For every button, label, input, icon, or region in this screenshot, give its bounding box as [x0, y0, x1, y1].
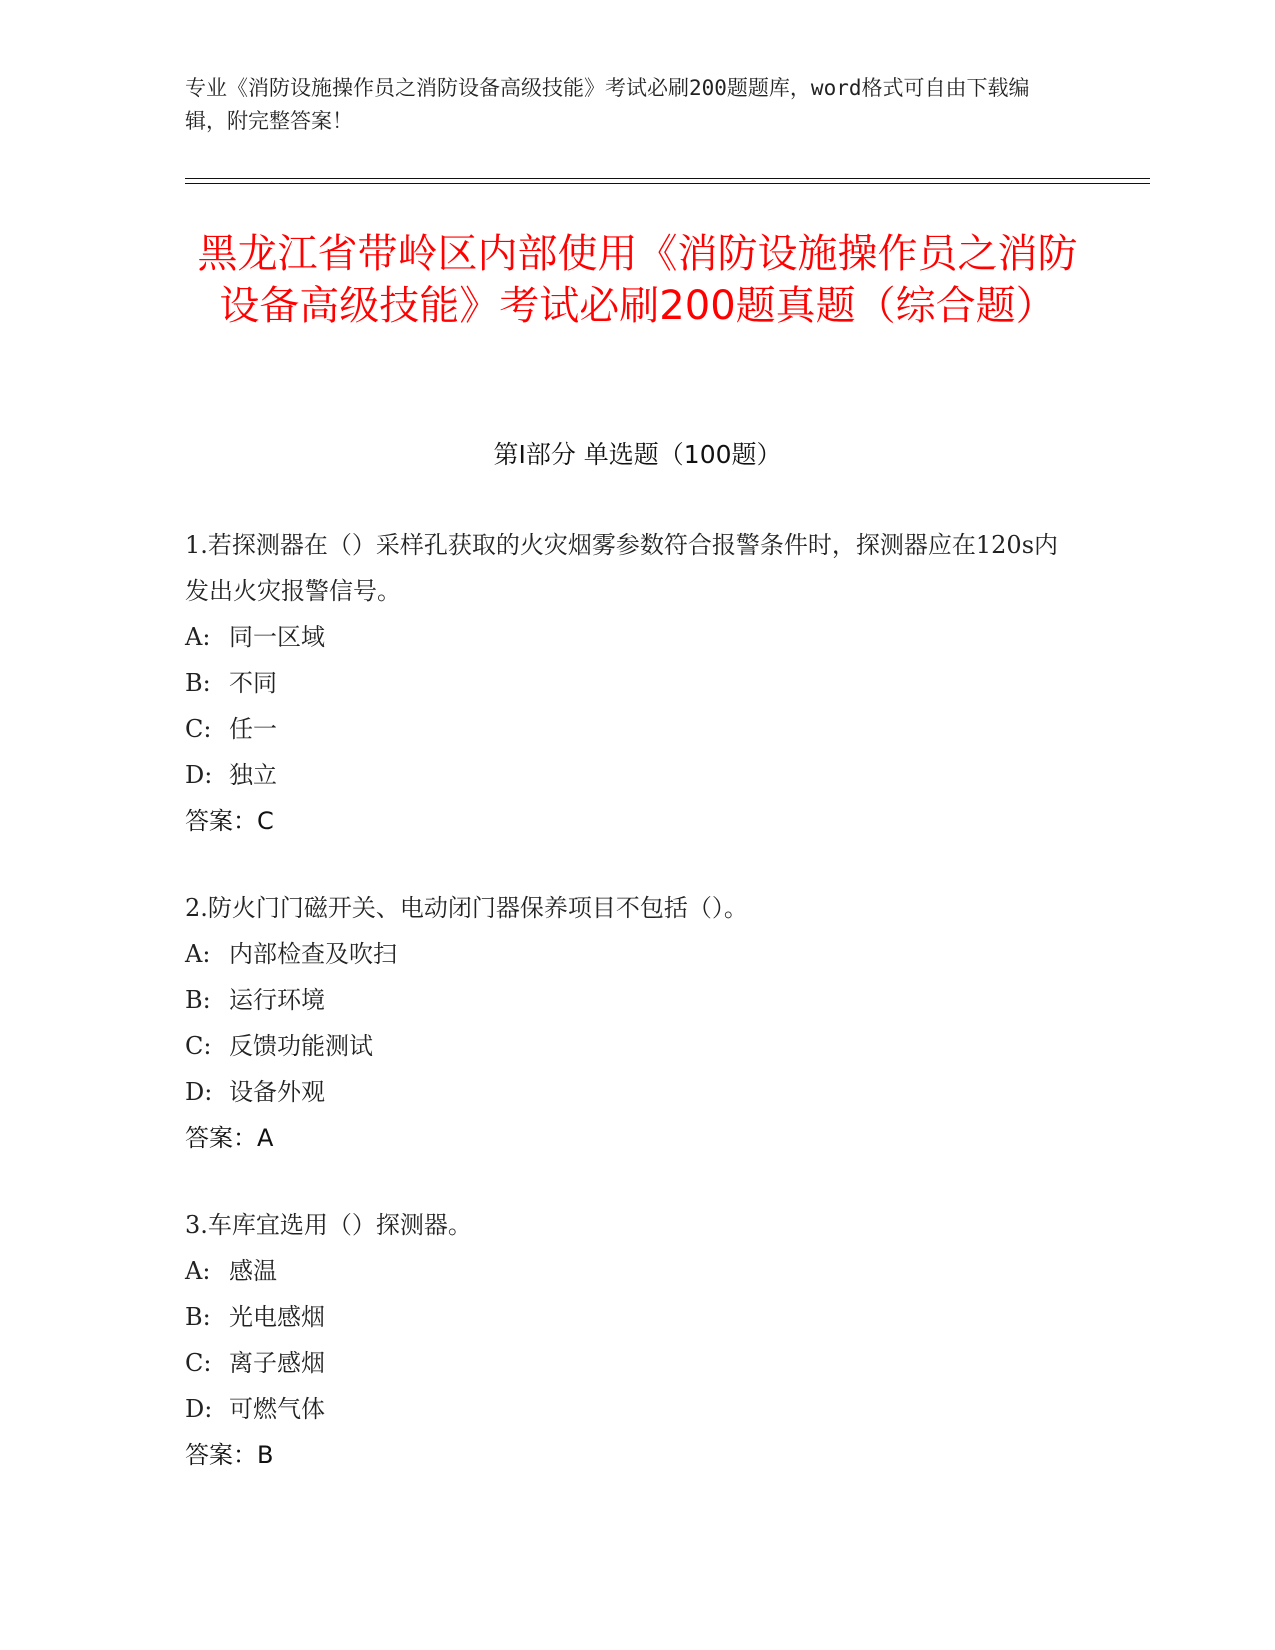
option-a — [185, 614, 1065, 660]
option-text: 任一 — [229, 715, 277, 743]
answer-label: 答案： — [185, 807, 257, 835]
document-title: 黑龙江省带岭区内部使用《消防设施操作员之消防设备高级技能》考试必刷200题真题（综合题） — [197, 231, 1078, 329]
question-3 — [185, 1202, 1065, 1478]
option-letter: B: — [185, 986, 211, 1014]
option-d — [185, 1069, 1065, 1115]
header-note: 专业《消防设施操作员之消防设备高级技能》考试必刷200题题库，word格式可自由下载编辑，附完整答案！ — [185, 76, 1030, 133]
option-letter: D: — [185, 1395, 213, 1423]
option-text: 反馈功能测试 — [229, 1032, 373, 1060]
option-letter: B: — [185, 1303, 211, 1331]
section-heading: 第I部分 单选题（100题） — [493, 440, 782, 469]
option-b — [185, 977, 1065, 1023]
option-text: 同一区域 — [229, 623, 325, 651]
question-stem: 2.防火门门磁开关、电动闭门器保养项目不包括（）。 — [185, 894, 748, 922]
option-text: 内部检查及吹扫 — [229, 940, 397, 968]
option-text: 设备外观 — [229, 1078, 325, 1106]
answer-line — [185, 1115, 1065, 1161]
option-letter: D: — [185, 1078, 213, 1106]
answer-line — [185, 1432, 1065, 1478]
header-divider-top — [185, 178, 1150, 179]
option-letter: D: — [185, 761, 213, 789]
option-text: 离子感烟 — [229, 1349, 325, 1377]
answer-value: C — [257, 807, 274, 835]
question-stem: 3.车库宜选用（）探测器。 — [185, 1211, 472, 1239]
option-c — [185, 1340, 1065, 1386]
option-c — [185, 706, 1065, 752]
option-letter: C: — [185, 715, 212, 743]
header-divider-bottom — [185, 183, 1150, 184]
option-letter: A: — [185, 940, 211, 968]
option-c — [185, 1023, 1065, 1069]
option-letter: A: — [185, 1257, 211, 1285]
answer-value: B — [257, 1441, 274, 1469]
option-letter: C: — [185, 1349, 212, 1377]
option-text: 光电感烟 — [229, 1303, 325, 1331]
option-b — [185, 660, 1065, 706]
option-text: 运行环境 — [229, 986, 325, 1014]
answer-line — [185, 798, 1065, 844]
option-letter: B: — [185, 669, 211, 697]
option-letter: A: — [185, 623, 211, 651]
option-text: 独立 — [229, 761, 277, 789]
answer-value: A — [257, 1124, 274, 1152]
option-d — [185, 1386, 1065, 1432]
option-d — [185, 752, 1065, 798]
option-text: 感温 — [229, 1257, 277, 1285]
option-text: 不同 — [229, 669, 277, 697]
option-letter: C: — [185, 1032, 212, 1060]
option-a — [185, 1248, 1065, 1294]
option-a — [185, 931, 1065, 977]
answer-label: 答案： — [185, 1124, 257, 1152]
option-text: 可燃气体 — [229, 1395, 325, 1423]
question-2 — [185, 885, 1065, 1161]
answer-label: 答案： — [185, 1441, 257, 1469]
question-stem: 1.若探测器在（）采样孔获取的火灾烟雾参数符合报警条件时，探测器应在120s内发出火灾报警信号。 — [185, 531, 1059, 605]
question-1 — [185, 522, 1065, 844]
option-b — [185, 1294, 1065, 1340]
